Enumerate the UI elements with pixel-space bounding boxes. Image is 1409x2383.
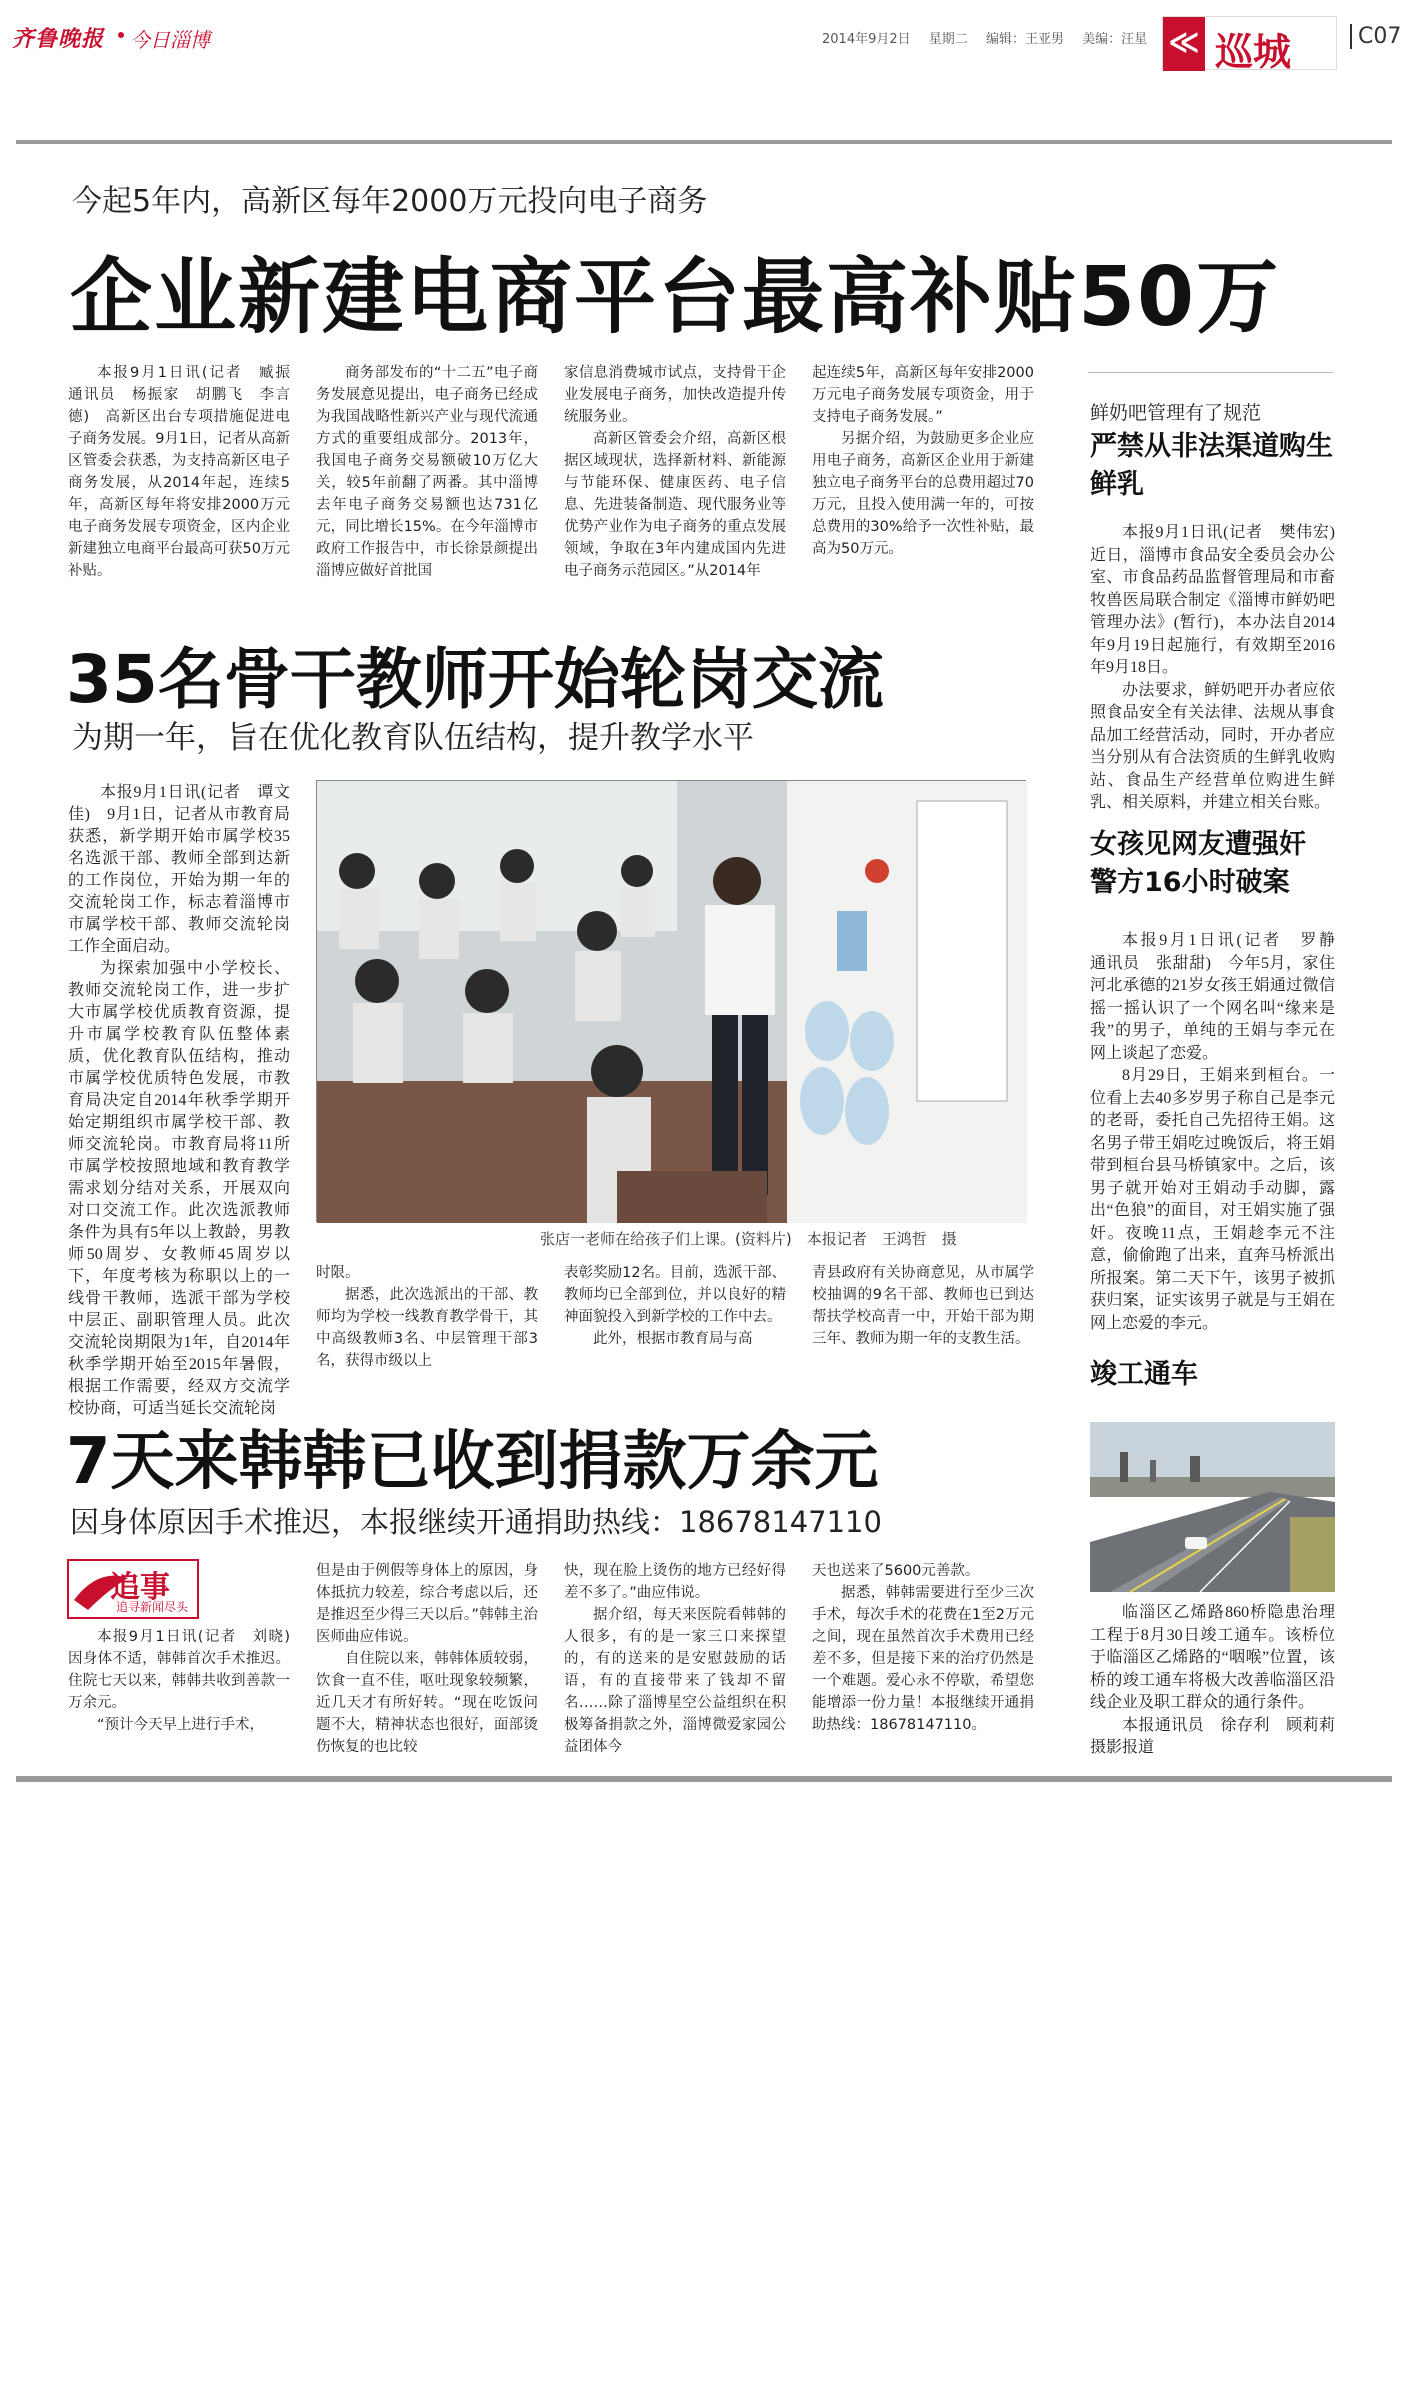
sidebar-story3-credit: 本报通讯员 徐存利 顾莉莉 摄影报道 xyxy=(1090,1716,1352,1756)
story3-paragraph: “预计今天早上进行手术， xyxy=(97,1717,265,1733)
sidebar-story2-body xyxy=(1090,930,1352,1332)
story3-paragraph: 但是由于例假等身体上的原因，身体抵抗力较差，综合考虑以后，还是推迟至少得三天以后。”韩韩主治医师曲应伟说。 xyxy=(316,1563,538,1645)
story1-kicker: 今起5年内，高新区每年2000万元投向电子商务 xyxy=(72,184,708,219)
story1-paragraph: 另据介绍，为鼓励更多企业应用电子商务，高新区企业用于新建独立电子商务平台的总费用超过70万元，且投入使用满一年的，可按总费用的30%给予一次性补贴，最高为50万元。 xyxy=(812,431,1034,557)
sidebar-story3-headline: 竣工通车 xyxy=(1090,1359,1198,1390)
bottom-rule xyxy=(16,1776,1392,1782)
story2-column-2 xyxy=(316,1262,538,1369)
issue-meta xyxy=(822,28,1161,47)
sidebar-story2-paragraph: 本报9月1日讯(记者 罗静 通讯员 张甜甜) 今年5月，家住河北承德的21岁女孩王娟通过微信摇一摇认识了一个网名叫“缘来是我”的男子，单纯的王娟与李元在网上谈起了恋爱。 xyxy=(1090,932,1352,1062)
story3-column-4 xyxy=(812,1560,1034,1766)
brand-dot-icon xyxy=(118,32,124,38)
story1-paragraph: 家信息消费城市试点，支持骨干企业发展电子商务，加快改造提升传统服务业。 xyxy=(564,365,786,425)
bridge-road-photo xyxy=(1090,1422,1335,1592)
story2-paragraph: 青县政府有关协商意见，从市属学校抽调的9名干部、教师也已到达帮扶学校高青一中，开始干部为期三年、教师为期一年的支教生活。 xyxy=(812,1265,1034,1347)
story3-column-3 xyxy=(564,1560,786,1766)
story1-headline: 企业新建电商平台最高补贴50万 xyxy=(70,250,1281,345)
sidebar-story1-kicker: 鲜奶吧管理有了规范 xyxy=(1090,402,1262,424)
masthead xyxy=(12,10,1402,74)
issue-editor: 编辑：王亚男 xyxy=(985,32,1064,47)
sidebar-story2-headline: 女孩见网友遭强奸 警方16小时破案 xyxy=(1090,829,1333,898)
story1-column-2 xyxy=(316,362,538,602)
story1-paragraph: 本报9月1日讯(记者 臧振 通讯员 杨振家 胡鹏飞 李言德) 高新区出台专项措施促进电子商务发展。9月1日，记者从高新区管委会获悉，为支持高新区电子商务发展，从2014年起，连续5年，高新区每年将安排2000万元电子商务发展专项资金，区内企业新建独立电商平台最高可获50万元补贴。 xyxy=(68,365,305,579)
issue-designer: 美编：汪星 xyxy=(1082,32,1148,47)
story3-paragraph: 天也送来了5600元善款。 xyxy=(812,1563,980,1579)
classroom-photo xyxy=(316,780,1026,1222)
sidebar-story1-paragraph: 办法要求，鲜奶吧开办者应依照食品安全有关法律、法规从事食品加工经营活动，同时，开办者应当分别从有合法资质的生鲜乳收购站、食品生产经营单位购进生鲜乳、相关原料，并建立相关台账。 xyxy=(1090,681,1335,811)
sidebar-story1-headline: 严禁从非法渠道购生鲜乳 xyxy=(1090,431,1333,500)
zhuishi-logo-tagline: 追寻新闻尽头 xyxy=(116,1600,189,1614)
story2-column-4 xyxy=(812,1262,1034,1362)
story3-subheadline: 因身体原因手术推迟，本报继续开通捐助热线：18678147110 xyxy=(70,1505,882,1539)
story3-column-2 xyxy=(316,1560,538,1766)
story1-paragraph: 高新区管委会介绍，高新区根据区域现状，选择新材料、新能源与节能环保、健康医药、电子信息、先进装备制造、现代服务业等优势产业作为电子商务的重点发展领域，争取在3年内建成国内先进电子商务示范园区。”从2014年 xyxy=(564,431,786,579)
story3-paragraph: 快，现在脸上烫伤的地方已经好得差不多了。”曲应伟说。 xyxy=(564,1563,786,1601)
story2-paragraph: 表彰奖励12名。目前，选派干部、教师均已全部到位，并以良好的精神面貌投入到新学校的工作中去。 xyxy=(564,1265,786,1325)
newspaper-edition: 今日淄博 xyxy=(130,28,210,52)
section-tab xyxy=(1162,16,1337,74)
sidebar-story2-paragraph: 8月29日，王娟来到桓台。一位看上去40多岁男子称自己是李元的老哥，委托自己先招待王娟。这名男子带王娟吃过晚饭后，将王娟带到桓台县马桥镇家中。之后，该男子就开始对王娟动手动脚，露出“色狼”的面目，对王娟实施了强奸。夜晚11点，王娟趁李元不注意，偷偷跑了出来，直奔马桥派出所报案。第二天下午，该男子被抓获归案，证实该男子就是与王娟在网上恋爱的李元。 xyxy=(1090,1067,1335,1332)
story1-column-4 xyxy=(812,362,1034,602)
sidebar-story1-body xyxy=(1090,522,1352,812)
top-rule xyxy=(16,140,1392,144)
story3-paragraph: 据介绍，每天来医院看韩韩的人很多，有的是一家三口来探望的，有的送来的是安慰鼓励的话语，有的直接带来了钱却不留名……除了淄博星空公益组织在积极筹备捐款之外，淄博微爱家园公益团体今 xyxy=(564,1607,786,1755)
story1-paragraph: 起连续5年，高新区每年安排2000万元电子商务发展专项资金，用于支持电子商务发展。” xyxy=(812,365,1034,425)
story2-paragraph: 为探索加强中小学校长、教师交流轮岗工作，进一步扩大市属学校优质教育资源，提升市属学校教育队伍整体素质，优化教育队伍结构，推动市属学校优质特色发展，市教育局决定自2014年秋季学期开始定期组织市属学校干部、教师交流轮岗。市教育局将11所市属学校按照地域和教育教学需求划分结对关系，开展双向对口交流工作。此次选派教师条件为具有5年以上教龄，男教师50周岁、女教师45周岁以下，年度考核为称职以上的一线骨干教师，选派干部为学校中层正、副职管理人员。此次交流轮岗期限为1年，自2014年秋季学期开始至2015年暑假，根据工作需要，经双方交流学校协商，可适当延长交流轮岗 xyxy=(68,960,290,1417)
story3-headline: 7天来韩韩已收到捐款万余元 xyxy=(66,1425,879,1499)
story2-column-3 xyxy=(564,1262,786,1362)
sidebar-story1-paragraph: 本报9月1日讯(记者 樊伟宏) 近日，淄博市食品安全委员会办公室、市食品药品监督管理局和市畜牧兽医局联合制定《淄博市鲜奶吧管理办法》(暂行)，本办法自2014年9月19日起施行，有效期至2016年9月18日。 xyxy=(1090,524,1352,676)
story3-paragraph: 自住院以来，韩韩体质较弱，饮食一直不佳，呕吐现象较频繁，近几天才有所好转。“现在吃饭问题不大，精神状态也很好，面部烫伤恢复的也比较 xyxy=(316,1651,538,1755)
double-chevron-icon: ≪ xyxy=(1163,17,1205,71)
photo-caption: 张店一老师在给孩子们上课。(资料片) 本报记者 王鸿哲 摄 xyxy=(540,1230,957,1248)
section-title: 巡城 xyxy=(1215,30,1292,74)
story3-column-1 xyxy=(68,1626,305,1766)
sidebar-story3-paragraph: 临淄区乙烯路860桥隐患治理工程于8月30日竣工通车。该桥位于临淄区乙烯路的“咽喉”位置，该桥的竣工通车将极大改善临淄区沿线企业及职工群众的通行条件。 xyxy=(1090,1604,1335,1711)
story2-paragraph: 本报9月1日讯(记者 谭文佳) 9月1日，记者从市教育局获悉，新学期开始市属学校35名选派干部、教师全部到达新的工作岗位，开始为期一年的交流轮岗工作，标志着淄博市市属学校干部、教师交流轮岗工作全面启动。 xyxy=(68,784,290,955)
newspaper-brand: 齐鲁晚报 xyxy=(12,26,105,52)
story2-paragraph: 据悉，此次选派出的干部、教师均为学校一线教育教学骨干，其中高级教师3名、中层管理干部3名，获得市级以上 xyxy=(316,1287,538,1369)
story2-subheadline: 为期一年，旨在优化教育队伍结构，提升教学水平 xyxy=(72,720,754,756)
story3-paragraph: 据悉，韩韩需要进行至少三次手术，每次手术的花费在1至2万元之间，现在虽然首次手术费用已经差不多，但是接下来的治疗仍然是一个难题。爱心永不停歇，希望您能增添一份力量！本报继续开通捐助热线：18678147110。 xyxy=(812,1585,1034,1733)
story2-headline: 35名骨干教师开始轮岗交流 xyxy=(66,641,884,718)
issue-weekday: 星期二 xyxy=(928,32,968,47)
sidebar-story3-body xyxy=(1090,1602,1352,1762)
story1-paragraph: 商务部发布的“十二五”电子商务发展意见提出，电子商务已经成为我国战略性新兴产业与现代流通方式的重要组成部分。2013年，我国电子商务交易额破10万亿大关，较5年前翻了两番。其中淄博去年电子商务交易额也达731亿元，同比增长15%。在今年淄博市政府工作报告中，市长徐景颜提出淄博应做好首批国 xyxy=(316,365,538,579)
story2-paragraph: 时限。 xyxy=(316,1265,360,1281)
bridge-road-image xyxy=(1090,1422,1335,1592)
story3-paragraph: 本报9月1日讯(记者 刘晓) 因身体不适，韩韩首次手术推迟。住院七天以来，韩韩共收到善款一万余元。 xyxy=(68,1629,305,1711)
story2-column-1 xyxy=(68,782,290,1417)
story1-column-3 xyxy=(564,362,786,602)
story2-paragraph: 此外，根据市教育局与高 xyxy=(593,1331,753,1347)
issue-date: 2014年9月2日 xyxy=(822,32,911,47)
zhuishi-logo-title: 追事 xyxy=(110,1570,170,1605)
classroom-photo-image xyxy=(317,781,1027,1223)
sidebar-top-rule xyxy=(1088,372,1333,373)
page-number: C07 xyxy=(1350,24,1401,49)
story1-column-1 xyxy=(68,362,305,602)
zhuishi-column-logo xyxy=(68,1560,198,1618)
